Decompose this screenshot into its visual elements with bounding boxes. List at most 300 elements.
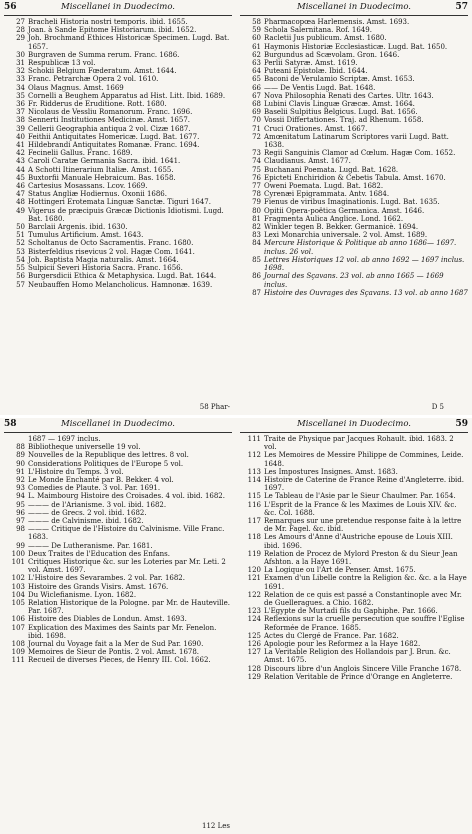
running-head — [240, 2, 468, 14]
catalogue-entry — [240, 92, 468, 100]
catalogue-entry — [240, 591, 468, 607]
page-56 — [0, 0, 236, 417]
catalogue-entry — [240, 34, 468, 42]
entry-number: 128 — [247, 664, 261, 673]
entry-text: Deux Traites de l'Education des Enfans. — [28, 549, 170, 558]
entry-text: Claudianus. Amst. 1677. — [264, 157, 351, 166]
catalogue-entry — [240, 231, 468, 239]
catalogue-entry — [4, 108, 232, 116]
catalogue-entry — [240, 125, 468, 133]
entry-text: Examen d'un Libelle contre la Religion &c. &c. a la Haye 1691. — [264, 574, 467, 591]
catalogue-entry — [4, 92, 232, 100]
entry-number: 36 — [16, 100, 25, 109]
catalogue-entry — [4, 591, 232, 599]
entry-text: Sennerti Institutiones Medicinæ. Amst. 1657. — [28, 116, 191, 125]
catalogue-entry — [240, 574, 468, 590]
entry-text: Nicolaus de Vessliu Romanorum. Franc. 1696. — [28, 108, 193, 117]
catalogue-entry — [4, 133, 232, 141]
catalogue-entry — [4, 256, 232, 264]
entry-text: Histoire des Grands Visirs. Amst. 1676. — [28, 582, 169, 591]
catalogue-entry — [4, 190, 232, 198]
catalogue-entry — [240, 640, 468, 648]
entry-number: 76 — [252, 173, 261, 182]
entry-number: 60 — [252, 34, 261, 43]
catalogue-entry — [4, 116, 232, 124]
page-title: Miscellanei in Duodecimo. — [297, 2, 411, 12]
entry-number: 122 — [247, 590, 261, 599]
catalogue-entry — [4, 182, 232, 190]
page-title: Miscellanei in Duodecimo. — [297, 419, 411, 429]
entry-text: Le Monde Enchanté par B. Bekker. 4 vol. — [28, 476, 174, 485]
entry-text: Burgundus ad Scævolam. Gron. 1646. — [264, 50, 400, 59]
entry-number: 99 — [16, 541, 25, 550]
catalogue-entry — [240, 476, 468, 492]
entry-text: Olaus Magnus. Amst. 1669 — [28, 83, 124, 92]
entry-number: 35 — [16, 91, 25, 100]
entry-text: Lettres Historiques 12 vol. ab anno 1692 — 1697 inclus. 1698. — [264, 255, 465, 273]
catalogue-entry — [240, 566, 468, 574]
entry-number: 27 — [16, 18, 25, 26]
catalogue-entry — [4, 26, 232, 34]
entry-text: Reflexions sur la cruelle persecution que souffre l'Eglise Reformée de France. 1685. — [264, 615, 465, 632]
entry-number: 41 — [16, 141, 25, 150]
entry-number: 125 — [247, 631, 261, 640]
entry-number: 81 — [252, 214, 261, 223]
catalogue-entry — [4, 468, 232, 476]
catalogue-entry — [4, 599, 232, 615]
catalogue-entry — [4, 656, 232, 664]
entry-number: 77 — [252, 182, 261, 191]
entry-number: 91 — [16, 467, 25, 476]
entry-number: 115 — [247, 492, 261, 501]
catalogue-entry — [4, 443, 232, 451]
catalogue-entry — [4, 550, 232, 558]
entry-text: Actes du Clergé de France. Par. 1682. — [264, 631, 399, 640]
entry-text: Le Tableau de l'Asie par le Sieur Chaulmer. Par. 1654. — [264, 492, 456, 501]
catalogue-entry — [240, 198, 468, 206]
catalogue-entry — [4, 484, 232, 492]
entry-text: —— De Ventis Lugd. Bat. 1648. — [264, 83, 376, 92]
catalogue-entry — [240, 550, 468, 566]
catchword: 112 Les — [202, 822, 230, 830]
catalogue-entry — [240, 59, 468, 67]
entry-number: 58 — [252, 18, 261, 26]
entry-number: 37 — [16, 108, 25, 117]
entry-number: 103 — [11, 582, 25, 591]
entry-number: 86 — [252, 272, 261, 281]
entry-text: ——— de l'Arianisme. 3 vol. ibid. 1682. — [28, 500, 167, 509]
entry-number: 45 — [16, 173, 25, 182]
catalogue-entry — [4, 223, 232, 231]
page-58 — [0, 417, 236, 834]
catalogue-entry — [4, 615, 232, 623]
entry-text: ——— de Calvinisme. ibid. 1682. — [28, 517, 144, 526]
catalogue-entry — [4, 198, 232, 206]
header-rule — [4, 15, 232, 16]
catchword: 58 Phar- — [199, 403, 230, 411]
entry-text: Schola Salernitana. Rof. 1649. — [264, 26, 372, 35]
entry-text: Histoire des Diables de Londun. Amst. 1693. — [28, 615, 187, 624]
catalogue-entry — [240, 18, 468, 26]
entry-text: Discours libre d'un Anglois Sincere Ville Franche 1678. — [264, 664, 462, 673]
entry-list — [240, 435, 468, 681]
entry-text: Cyrenæi Epigrammata. Antv. 1684. — [264, 190, 390, 199]
entry-number: 47 — [16, 190, 25, 199]
catalogue-entry — [4, 640, 232, 648]
catalogue-entry — [240, 51, 468, 59]
entry-list — [4, 435, 232, 665]
entry-text: Relation Historique de la Pologne. par Mr. de Hauteville. Par. 1687. — [28, 599, 230, 616]
entry-text: L'Esprit de la France & les Maximes de Louis XIV. &c. &c. Col. 1688. — [264, 500, 457, 517]
entry-number: 29 — [16, 34, 25, 43]
catalogue-entry — [4, 509, 232, 517]
entry-text: Bisterfeldius risevicus 2 vol. Hagæ Com. 1641. — [28, 247, 195, 256]
catalogue-entry — [240, 133, 468, 149]
entry-text: ——— Critique de l'Histoire du Calvinisme. Ville Franc. 1683. — [28, 525, 225, 542]
entry-text: Oweni Poemata. Lugd. Bat. 1682. — [264, 182, 384, 191]
catalogue-entry — [4, 149, 232, 157]
catalogue-entry — [240, 84, 468, 92]
catalogue-entry — [240, 26, 468, 34]
catalogue-entry — [240, 75, 468, 83]
entry-number: 71 — [252, 124, 261, 133]
entry-number: 42 — [16, 149, 25, 158]
entry-number: 98 — [16, 525, 25, 534]
entry-number: 117 — [247, 517, 261, 526]
catalogue-entry — [4, 525, 232, 541]
catalogue-entry — [4, 542, 232, 550]
entry-text: Vigerus de præcipuis Græcæ Dictionis Idiotismi. Lugd. Bat. 1680. — [28, 206, 224, 223]
entry-list — [4, 18, 232, 289]
entry-number: 90 — [16, 459, 25, 468]
header-rule — [240, 15, 468, 16]
catalogue-entry — [240, 256, 468, 272]
entry-text: Amœnitatum Latinarum Scriptores varii Lugd. Batt. 1638. — [264, 132, 449, 150]
entry-number: 109 — [11, 648, 25, 657]
entry-text: Apologie pour les Reformez a la Haye 1682. — [264, 640, 421, 649]
catalogue-entry — [4, 59, 232, 67]
catalogue-entry — [240, 615, 468, 631]
entry-text: Cornelli a Beughem Apparatus ad Hist. Litt. Ibid. 1689. — [28, 91, 226, 100]
catalogue-entry — [240, 67, 468, 75]
catalogue-entry — [4, 166, 232, 174]
catalogue-entry — [240, 108, 468, 116]
entry-text: Memoires de Sieur de Pontis. 2 vol. Amst. 1678. — [28, 648, 200, 657]
entry-text: Cruci Orationes. Amst. 1667. — [264, 124, 368, 133]
entry-text: Les Impostures Insignes. Amst. 1683. — [264, 467, 398, 476]
entry-text: L'Egypte de Murtadi fils du Gaphiphe. Par. 1666. — [264, 607, 438, 616]
entry-number: 70 — [252, 116, 261, 125]
running-head — [4, 419, 232, 431]
entry-number: 72 — [252, 132, 261, 141]
catalogue-entry — [240, 100, 468, 108]
entry-text: Fragmenta Aulica Anglice. Lond. 1662. — [264, 214, 404, 223]
entry-number: 112 — [247, 451, 261, 460]
page-number: 57 — [455, 2, 468, 12]
page-divider — [0, 415, 472, 418]
entry-number: 66 — [252, 83, 261, 92]
entry-text: Histoire des Ouvrages des Sçavans. 13 vol. ab anno 1687 — [264, 288, 468, 297]
entry-number: 97 — [16, 517, 25, 526]
entry-text: Franc. Petrarchæ Opera 2 vol. 1610. — [28, 75, 159, 84]
entry-text: Remarques sur une pretendue response faite à la lettre de Mr. Fagel. &c. ibid. — [264, 517, 462, 534]
entry-text: Hottingeri Erotemata Linguæ Sanctæ. Tiguri 1647. — [28, 198, 211, 207]
catalogue-entry — [4, 574, 232, 582]
catalogue-entry — [240, 673, 468, 681]
entry-number: 94 — [16, 492, 25, 501]
catalogue-entry — [4, 125, 232, 133]
entry-text: Cellerii Geographia antiqua 2 vol. Cizæ 1687. — [28, 124, 191, 133]
entry-text: Joan. à Sande Epitome Historiarum. ibid. 1652. — [28, 26, 197, 35]
entry-text: Du Wiclefianisme. Lyon. 1682. — [28, 590, 137, 599]
catalogue-entry — [240, 665, 468, 673]
entry-number: 52 — [16, 239, 25, 248]
catalogue-entry — [4, 501, 232, 509]
page-number: 56 — [4, 2, 17, 12]
entry-number: 108 — [11, 640, 25, 649]
entry-text: Recueil de diverses Pieces, de Henry III. Col. 1662. — [28, 656, 211, 665]
catalogue-entry — [240, 190, 468, 198]
entry-number: 96 — [16, 508, 25, 517]
catalogue-entry — [4, 558, 232, 574]
catalogue-entry — [4, 84, 232, 92]
catalogue-entry — [240, 239, 468, 255]
catalogue-entry — [240, 492, 468, 500]
catalogue-entry — [240, 215, 468, 223]
entry-list — [240, 18, 468, 297]
entry-number: 62 — [252, 50, 261, 59]
catalogue-entry — [4, 231, 232, 239]
entry-text: Cartesius Mosassans. Lcov. 1669. — [28, 182, 148, 191]
catalogue-entry — [240, 435, 468, 451]
catalogue-entry — [4, 451, 232, 459]
catalogue-entry — [4, 517, 232, 525]
entry-text: Haymonis Historiæ Ecclesiasticæ. Lugd. Bat. 1650. — [264, 42, 448, 51]
entry-text: Fr. Ridderus de Eruditione. Rott. 1680. — [28, 100, 167, 109]
page-number: 59 — [455, 419, 468, 429]
catalogue-entry — [4, 67, 232, 75]
entry-number: 48 — [16, 198, 25, 207]
entry-number: 100 — [11, 549, 25, 558]
catalogue-entry — [4, 239, 232, 247]
entry-text: Relation de Procez de Mylord Preston & du Sieur Jean Afshton. a la Haye 1691. — [264, 549, 458, 567]
entry-number: 63 — [252, 59, 261, 68]
entry-number: 79 — [252, 198, 261, 207]
entry-number: 74 — [252, 157, 261, 166]
entry-text: Les Memoires de Messire Philippe de Commines, Leide. 1648. — [264, 451, 464, 468]
entry-number: 111 — [247, 435, 261, 443]
page-number: 58 — [4, 419, 17, 429]
entry-number: 116 — [247, 500, 261, 509]
entry-number: 129 — [247, 672, 261, 681]
entry-number: 44 — [16, 165, 25, 174]
signature-mark: D 5 — [431, 403, 444, 411]
entry-text: L. Maimbourg Histoire des Croisades. 4 vol. ibid. 1682. — [28, 492, 225, 501]
entry-number: 61 — [252, 42, 261, 51]
entry-text: L'Histoire des Sevarambes. 2 vol. Par. 1682. — [28, 574, 185, 583]
header-rule — [4, 432, 232, 433]
entry-number: 67 — [252, 91, 261, 100]
entry-number: 43 — [16, 157, 25, 166]
catalogue-entry — [240, 207, 468, 215]
entry-number: 113 — [247, 467, 261, 476]
entry-number: 102 — [11, 574, 25, 583]
entry-number: 104 — [11, 590, 25, 599]
entry-text: Considerations Politiques de l'Europe 5 vol. — [28, 459, 184, 468]
entry-number: 54 — [16, 255, 25, 264]
page-title: Miscellanei in Duodecimo. — [61, 419, 175, 429]
entry-number: 92 — [16, 476, 25, 485]
entry-number: 105 — [11, 599, 25, 608]
entry-text: Relation Veritable de Prince d'Orange en Angleterre. — [264, 672, 453, 681]
entry-text: Mercure Historique & Politique ab anno 1686— 1697. inclus. 26 vol. — [264, 239, 457, 256]
catalogue-entry — [240, 632, 468, 640]
entry-number: 73 — [252, 149, 261, 158]
entry-number: 40 — [16, 132, 25, 141]
entry-number: 38 — [16, 116, 25, 125]
entry-text: Burgersdicii Ethica & Metaphysica. Lugd. Bat. 1644. — [28, 272, 217, 281]
catalogue-entry — [4, 272, 232, 280]
catalogue-entry — [240, 43, 468, 51]
entry-text: Baconi de Verulamio Scriptæ. Amst. 1653. — [264, 75, 415, 84]
entry-text: Relation de ce quis est passé a Constantinople avec Mr. de Guelleragues. a Chio. 1682. — [264, 590, 462, 608]
catalogue-entry — [4, 51, 232, 59]
catalogue-entry — [4, 624, 232, 640]
catalogue-entry — [4, 207, 232, 223]
entry-number: 124 — [247, 615, 261, 624]
entry-number: 28 — [16, 26, 25, 35]
entry-number: 51 — [16, 231, 25, 240]
entry-text: Puteani Epistolæ. Ibid. 1644. — [264, 67, 368, 76]
catalogue-entry — [240, 607, 468, 615]
entry-text: Journal du Voyage fait a la Mer de Sud Par. 1690. — [28, 640, 204, 649]
entry-number: 107 — [11, 623, 25, 632]
entry-text: Traite de Physique par Jacques Rohault. ibid. 1683. 2 vol. — [264, 435, 454, 452]
entry-text: Regii Sanguinis Clamor ad Cœlum. Hagæ Com. 1652. — [264, 149, 456, 158]
catalogue-entry — [240, 166, 468, 174]
entry-number: 56 — [16, 272, 25, 281]
catalogue-entry — [4, 492, 232, 500]
entry-number: 114 — [247, 476, 261, 485]
entry-number: 50 — [16, 223, 25, 232]
entry-number: 87 — [252, 288, 261, 297]
entry-number: 57 — [16, 280, 25, 289]
entry-number: 34 — [16, 83, 25, 92]
entry-text: Burgraven de Summa rerum. Franc. 1686. — [28, 50, 180, 59]
entry-text: Lexi Monarchia universale. 2 vol. Amst. 1689. — [264, 231, 428, 240]
entry-text: ——— de Grecs. 2 vol. ibid. 1682. — [28, 508, 147, 517]
catalogue-entry — [240, 451, 468, 467]
entry-number: 75 — [252, 165, 261, 174]
entry-text: Barclaii Argenis. ibid. 1630. — [28, 223, 128, 232]
entry-number: 106 — [11, 615, 25, 624]
entry-number: 127 — [247, 648, 261, 657]
entry-text: Feithii Antiquitates Homericæ. Lugd. Bat. 1677. — [28, 132, 200, 141]
entry-text: Perlii Satyræ. Amst. 1619. — [264, 59, 358, 68]
entry-number: 82 — [252, 223, 261, 232]
entry-text: Neubauffen Homo Melancholicus. Hamnonæ. 1639. — [28, 280, 213, 289]
entry-number: 30 — [16, 50, 25, 59]
entry-number: 46 — [16, 182, 25, 191]
entry-number: 69 — [252, 108, 261, 117]
entry-text: L'Histoire du Temps. 3 vol. — [28, 467, 124, 476]
catalogue-entry — [4, 75, 232, 83]
entry-text: Baselii Sulpitius Belgicus. Lugd. Bat. 1656. — [264, 108, 418, 117]
catalogue-entry — [240, 149, 468, 157]
catalogue-entry — [4, 34, 232, 50]
entry-text: Fienus de viribus Imaginationis. Lugd. Bat. 1635. — [264, 198, 440, 207]
running-head — [240, 419, 468, 431]
entry-number: 83 — [252, 231, 261, 240]
catalogue-entry — [240, 174, 468, 182]
entry-number: 32 — [16, 67, 25, 76]
entry-number: 33 — [16, 75, 25, 84]
catalogue-entry — [4, 174, 232, 182]
entry-text: Pharmacopœa Harlemensis. Amst. 1693. — [264, 18, 410, 26]
entry-text: ——— De Lutheranisme. Par. 1681. — [28, 541, 153, 550]
entry-text: Vossii Differtationes. Traj. ad Rhenum. 1658. — [264, 116, 424, 125]
entry-text: Fecinelii Gallus. Franc. 1689. — [28, 149, 133, 158]
catalogue-entry — [240, 533, 468, 549]
entry-number: 88 — [16, 443, 25, 452]
catalogue-entry — [240, 501, 468, 517]
catalogue-entry — [4, 460, 232, 468]
entry-number: 84 — [252, 239, 261, 248]
catalogue-entry — [4, 583, 232, 591]
entry-text: Winkler tegen B. Bekker. Germanicè. 1694. — [264, 223, 419, 232]
entry-number: 78 — [252, 190, 261, 199]
entry-text: Schokii Belgium Fœderatum. Amst. 1644. — [28, 67, 177, 76]
entry-number: 39 — [16, 124, 25, 133]
catalogue-entry — [4, 18, 232, 26]
entry-number: 93 — [16, 484, 25, 493]
catalogue-entry — [240, 468, 468, 476]
entry-number: 126 — [247, 640, 261, 649]
entry-number: 118 — [247, 533, 261, 542]
entry-text: La Logique ou l'Art de Penser. Amst. 1675. — [264, 566, 416, 575]
entry-text: Comedies de Plaute. 3 vol. Par. 1691. — [28, 484, 161, 493]
catalogue-entry — [4, 435, 232, 443]
entry-text: Hildebrandi Antiquitates Romanæ. Franc. 1694. — [28, 141, 200, 150]
entry-text: Buxtorfii Manuale Hebraicum. Bas. 1658. — [28, 173, 176, 182]
entry-text: Explication des Maximes des Saints par Mr. Fenelon. ibid. 1698. — [28, 623, 217, 640]
page-57 — [236, 0, 472, 417]
entry-number: 64 — [252, 67, 261, 76]
entry-number: 68 — [252, 100, 261, 109]
catalogue-entry — [4, 281, 232, 289]
entry-text: Nova Philosophia Renati des Cartes. Ultr. 1643. — [264, 91, 434, 100]
entry-text: Bibliotheque universelle 19 vol. — [28, 443, 141, 452]
entry-text: La Veritable Religion des Hollandois par J. Brun. &c. Amst. 1675. — [264, 648, 451, 665]
entry-text: Racletii Jus publicum. Amst. 1680. — [264, 34, 387, 43]
header-rule — [240, 432, 468, 433]
entry-text: Les Amours d'Anne d'Austriche epouse de Louis XIII. ibid. 1696. — [264, 533, 453, 550]
entry-number: 53 — [16, 247, 25, 256]
catalogue-entry — [240, 272, 468, 288]
entry-text: Sulpicii Severi Historia Sacra. Franc. 1656. — [28, 264, 183, 273]
entry-number: 80 — [252, 206, 261, 215]
entry-text: Histoire de Caterine de France Reine d'Angleterre. ibid. 1697. — [264, 476, 464, 493]
entry-number: 89 — [16, 451, 25, 460]
catalogue-entry — [4, 248, 232, 256]
catalogue-entry — [4, 264, 232, 272]
entry-text: Epicteti Enchiridion & Cebetis Tabula. Amst. 1670. — [264, 173, 446, 182]
entry-text: Journal des Sçavans. 23 vol. ab anno 1665 — 1669 inclus. — [264, 272, 444, 289]
catalogue-entry — [4, 141, 232, 149]
entry-text: Joh. Baptista Magia naturalis. Amst. 1664. — [28, 255, 179, 264]
catalogue-entry — [4, 157, 232, 165]
entry-text: Respublicæ 13 vol. — [28, 59, 96, 68]
